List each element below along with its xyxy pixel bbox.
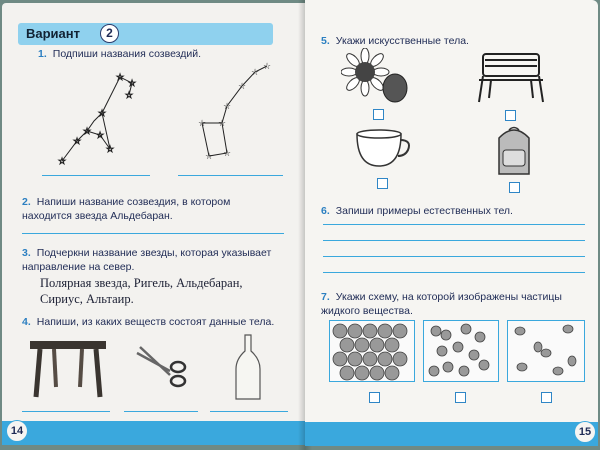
- answer-line[interactable]: [323, 224, 585, 225]
- backpack-drawing: [489, 124, 539, 180]
- answer-line[interactable]: [323, 256, 585, 257]
- task-4-number: 4.: [22, 316, 31, 328]
- sunflower-and-cone-drawing: [341, 48, 411, 106]
- page-number-left: 14: [6, 420, 28, 442]
- task-4: [22, 315, 292, 329]
- cup-drawing: [353, 128, 413, 172]
- svg-text:☆: ☆: [237, 82, 247, 92]
- task-6: [321, 204, 581, 218]
- task-2-text: Напиши название созвездия, в котором находится звезда Альдебаран.: [22, 196, 231, 222]
- svg-text:☆: ☆: [115, 73, 125, 83]
- task-6-number: 6.: [321, 205, 330, 217]
- checkbox-backpack[interactable]: [509, 182, 520, 193]
- svg-text:☆: ☆: [262, 62, 272, 72]
- svg-text:☆: ☆: [57, 157, 67, 167]
- task-3-text: Подчеркни название звезды, которая указывает направление на север.: [22, 247, 272, 273]
- left-page: [2, 3, 305, 445]
- answer-line[interactable]: [323, 240, 585, 241]
- constellation-right-drawing: [187, 58, 277, 168]
- page-footer-band: [2, 421, 305, 445]
- solid-particles-drawing: [330, 321, 414, 381]
- task-1-text: Подпиши названия созвездий.: [52, 48, 202, 60]
- svg-text:☆: ☆: [105, 145, 115, 155]
- checkbox-bench[interactable]: [505, 110, 516, 121]
- star-list: Полярная звезда, Ригель, Альдебаран, Сириус, Альтаир.: [40, 276, 243, 306]
- scheme-liquid: [423, 320, 499, 382]
- page-footer-band: [305, 422, 598, 446]
- task-1-number: 1.: [38, 48, 47, 60]
- svg-text:☆: ☆: [127, 79, 137, 89]
- scheme-solid: [329, 320, 415, 382]
- answer-line[interactable]: [124, 411, 198, 412]
- task-5: [321, 34, 581, 48]
- answer-line[interactable]: [22, 233, 284, 234]
- variant-header: [18, 23, 273, 45]
- svg-text:☆: ☆: [97, 109, 107, 119]
- scissors-drawing: [132, 343, 192, 391]
- bottle-drawing: [230, 333, 266, 403]
- task-3-number: 3.: [22, 247, 31, 259]
- task-2-number: 2.: [22, 196, 31, 208]
- svg-text:☆: ☆: [95, 131, 105, 141]
- constellation-left-drawing: [52, 63, 147, 173]
- svg-text:☆: ☆: [204, 152, 214, 162]
- task-7-text: Укажи схему, на которой изображены частицы жидкого вещества.: [321, 291, 562, 317]
- task-5-number: 5.: [321, 35, 330, 47]
- checkbox-scheme-gas[interactable]: [541, 392, 552, 403]
- answer-line[interactable]: [178, 175, 283, 176]
- checkbox-cup[interactable]: [377, 178, 388, 189]
- right-page: [305, 0, 598, 446]
- checkbox-sunflower[interactable]: [373, 109, 384, 120]
- task-5-text: Укажи искусственные тела.: [335, 35, 469, 47]
- svg-text:☆: ☆: [217, 119, 227, 129]
- stool-drawing: [24, 335, 112, 403]
- liquid-particles-drawing: [424, 321, 498, 381]
- task-3: [22, 246, 287, 274]
- svg-text:☆: ☆: [72, 137, 82, 147]
- checkbox-scheme-liquid[interactable]: [455, 392, 466, 403]
- checkbox-scheme-solid[interactable]: [369, 392, 380, 403]
- scheme-gas: [507, 320, 585, 382]
- variant-label: Вариант: [26, 26, 80, 41]
- bench-drawing: [473, 50, 549, 106]
- task-7: [321, 290, 585, 318]
- answer-line[interactable]: [22, 411, 110, 412]
- answer-line[interactable]: [42, 175, 150, 176]
- svg-text:☆: ☆: [82, 127, 92, 137]
- gas-particles-drawing: [508, 321, 584, 381]
- svg-text:☆: ☆: [222, 149, 232, 159]
- answer-line[interactable]: [210, 411, 288, 412]
- task-2: [22, 195, 282, 223]
- svg-text:☆: ☆: [250, 68, 260, 78]
- page-number-right: 15: [574, 421, 596, 443]
- svg-text:☆: ☆: [124, 91, 134, 101]
- svg-text:☆: ☆: [222, 102, 232, 112]
- task-7-number: 7.: [321, 291, 330, 303]
- variant-number: 2: [100, 24, 119, 43]
- answer-line[interactable]: [323, 272, 585, 273]
- task-4-text: Напиши, из каких веществ состоят данные тела.: [36, 316, 275, 328]
- svg-text:☆: ☆: [197, 119, 207, 129]
- task-6-text: Запиши примеры естественных тел.: [335, 205, 513, 217]
